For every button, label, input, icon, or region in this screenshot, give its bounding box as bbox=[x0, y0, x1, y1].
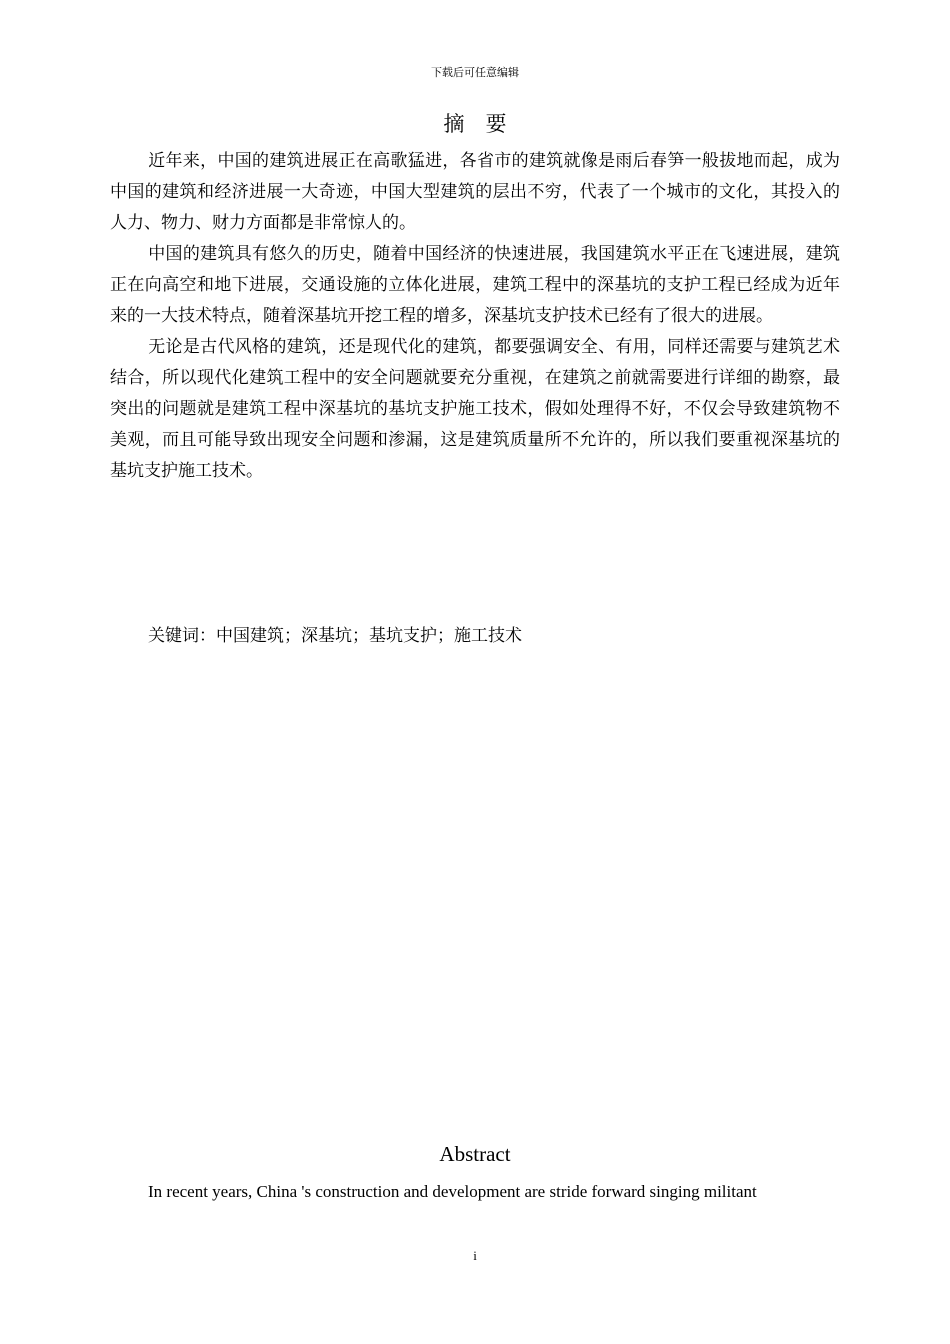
page-number: i bbox=[473, 1248, 477, 1263]
abstract-title: Abstract bbox=[439, 1142, 511, 1166]
keywords-line bbox=[148, 621, 522, 652]
abstract-first-line: In recent years, China 's construction and development are stride forward singing militant bbox=[148, 1182, 757, 1201]
summary-body bbox=[110, 146, 840, 487]
summary-paragraph: 无论是古代风格的建筑，还是现代化的建筑，都要强调安全、有用，同样还需要与建筑艺术结合，所以现代化建筑工程中的安全问题就要充分重视，在建筑之前就需要进行详细的勘察，最突出的问题就是建筑工程中深基坑的基坑支护施工技术，假如处理得不好，不仅会导致建筑物不美观，而且可能导致出现安全问题和渗漏，这是建筑质量所不允许的，所以我们要重视深基坑的基坑支护施工技术。 bbox=[110, 337, 840, 481]
keywords-label: 关键词： bbox=[148, 626, 216, 646]
keywords-value: 中国建筑；深基坑；基坑支护；施工技术 bbox=[216, 626, 522, 646]
summary-paragraph: 近年来，中国的建筑进展正在高歌猛进，各省市的建筑就像是雨后春笋一般拔地而起，成为中国的建筑和经济进展一大奇迹，中国大型建筑的层出不穷，代表了一个城市的文化，其投入的人力、物力、财力方面都是非常惊人的。 bbox=[110, 151, 840, 233]
summary-title: 摘 要 bbox=[443, 112, 507, 136]
header-note: 下载后可任意编辑 bbox=[431, 66, 519, 79]
summary-paragraph: 中国的建筑具有悠久的历史，随着中国经济的快速进展，我国建筑水平正在飞速进展，建筑正在向高空和地下进展，交通设施的立体化进展，建筑工程中的深基坑的支护工程已经成为近年来的一大技术特点，随着深基坑开挖工程的增多，深基坑支护技术已经有了很大的进展。 bbox=[110, 244, 840, 326]
